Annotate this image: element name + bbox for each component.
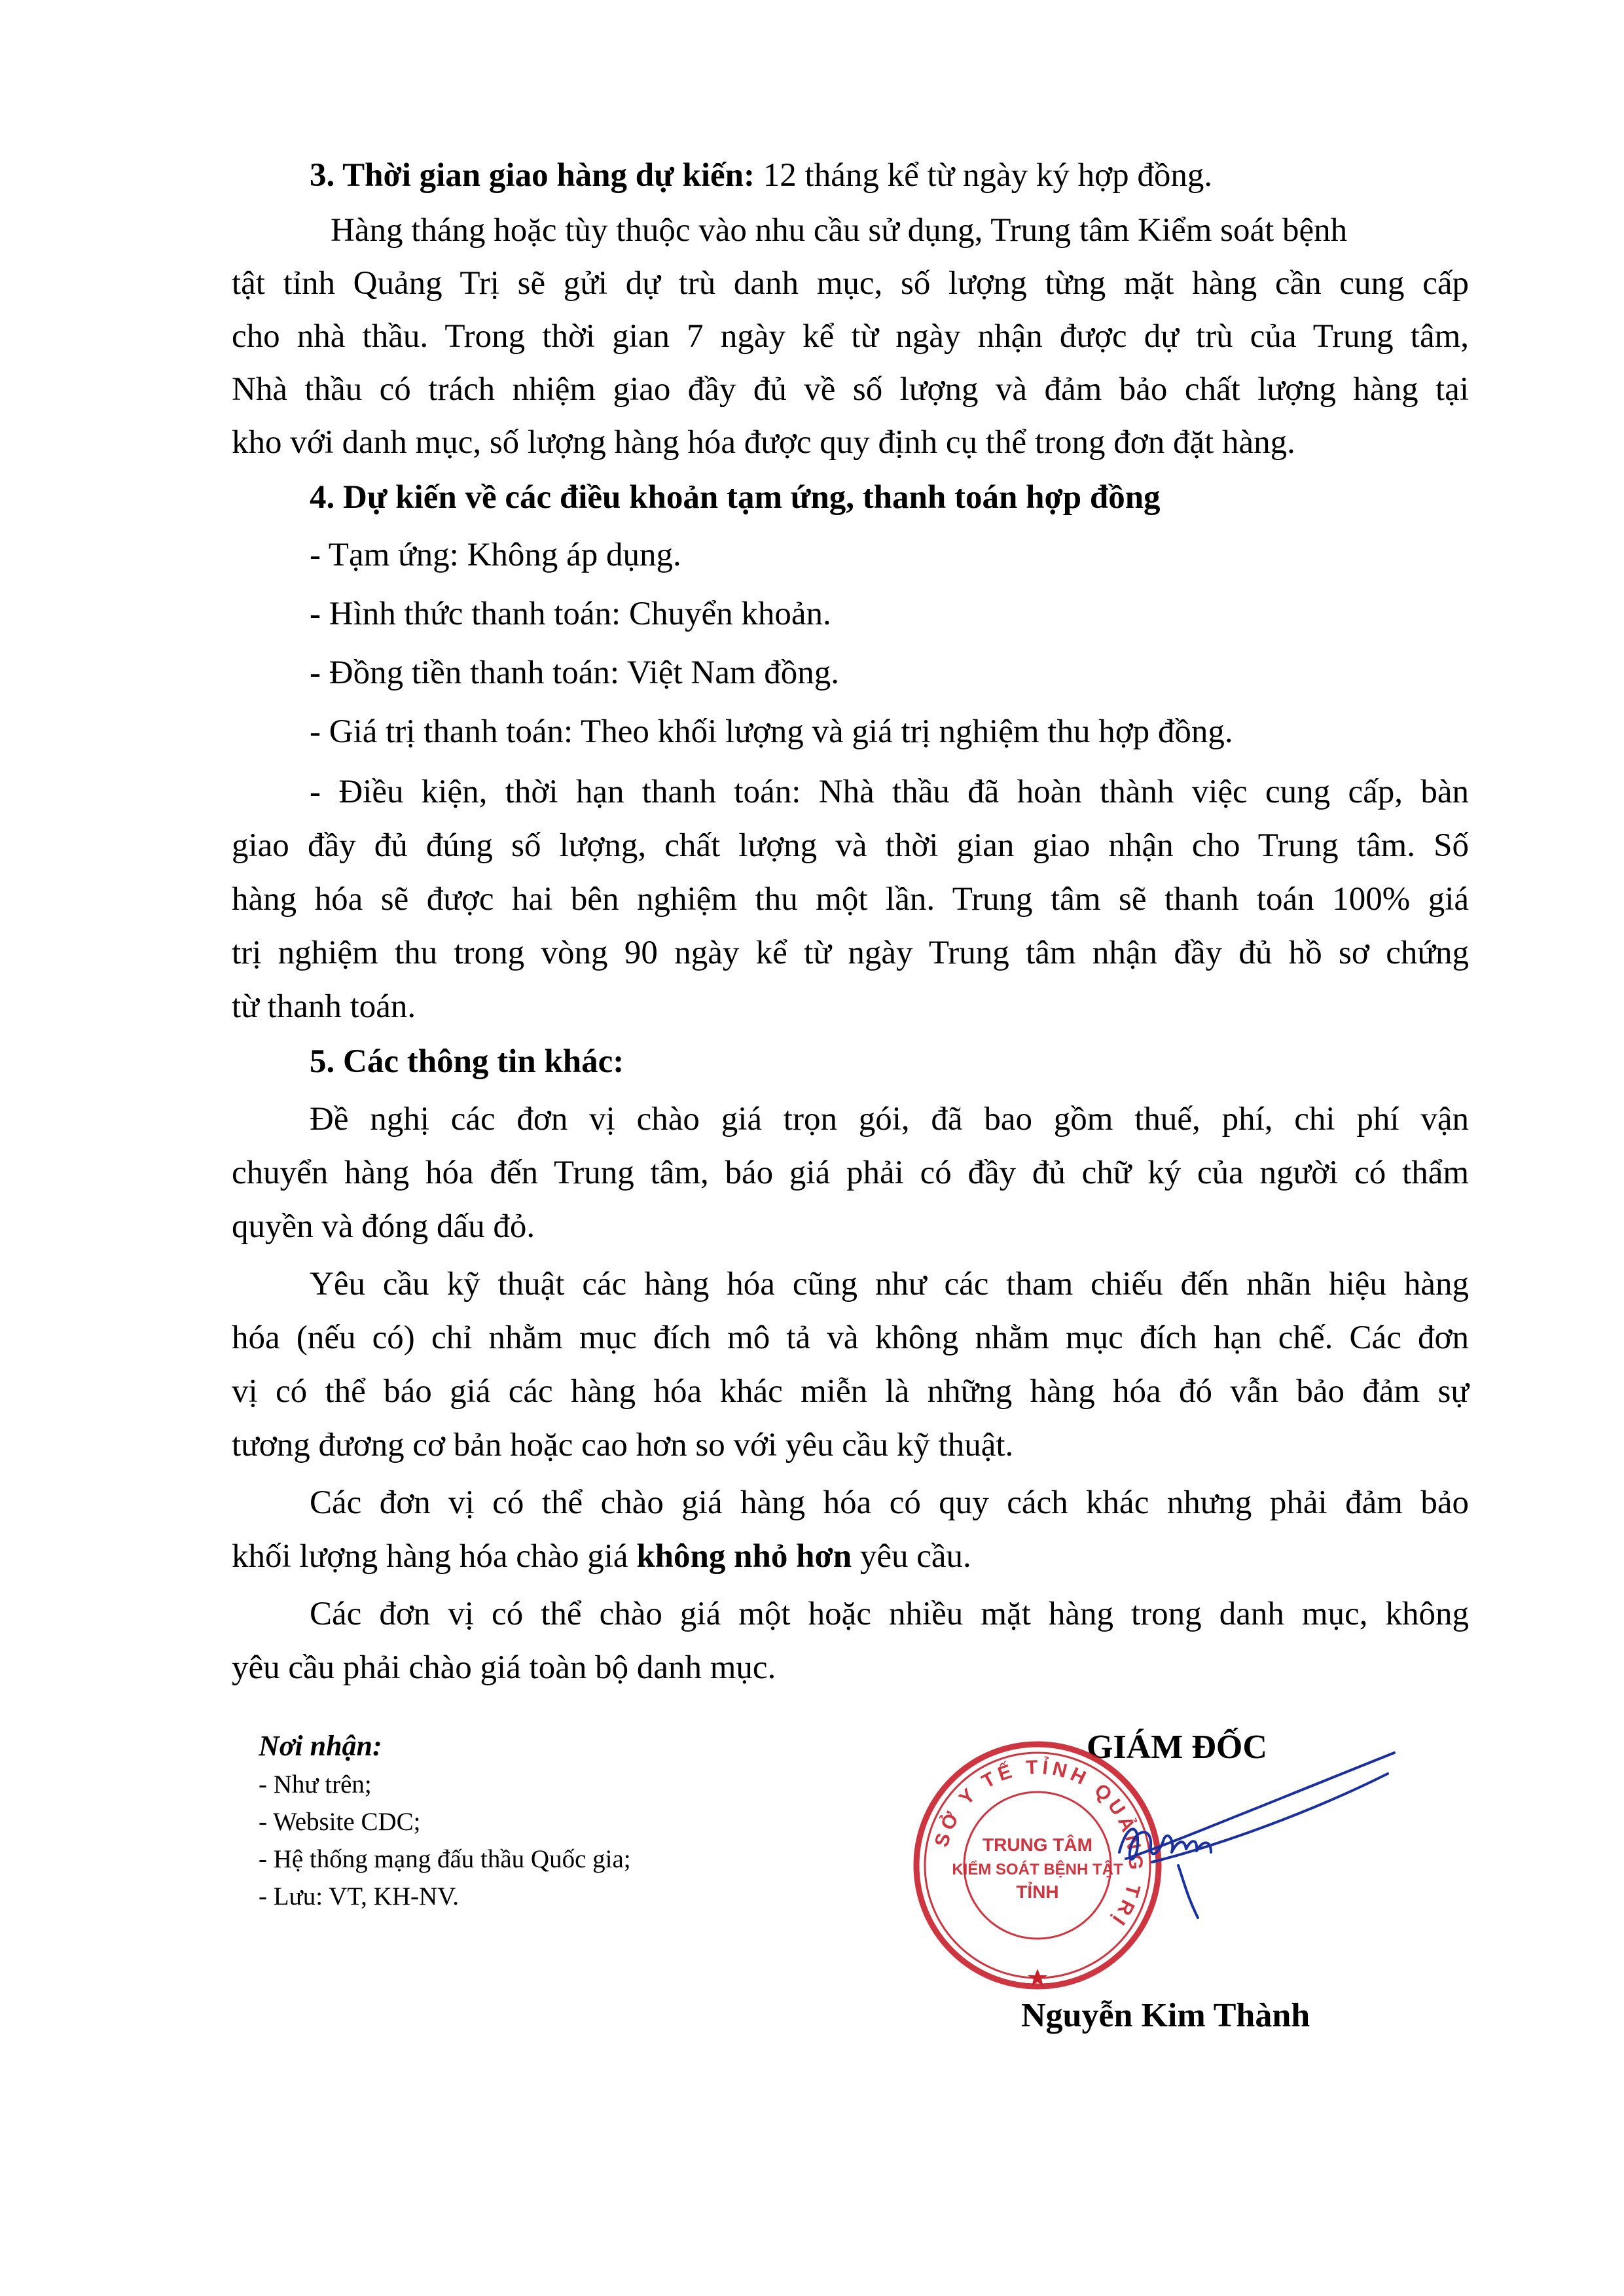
section-3-para-line: Nhà thầu có trách nhiệm giao đầy đủ về số lượng và đảm bảo chất lượng hàng tại bbox=[232, 371, 1469, 408]
section-5-heading: 5. Các thông tin khác: bbox=[310, 1043, 624, 1080]
section-4-item: - Tạm ứng: Không áp dụng. bbox=[310, 537, 681, 573]
section-3-heading: 3. Thời gian giao hàng dự kiến: bbox=[310, 157, 755, 194]
para-3-text-b: yêu cầu. bbox=[852, 1538, 971, 1575]
section-5-para-4-line: yêu cầu phải chào giá toàn bộ danh mục. bbox=[232, 1649, 776, 1686]
section-5-para-1-line: quyền và đóng dấu đỏ. bbox=[232, 1208, 535, 1245]
recipient-item: - Hệ thống mạng đấu thầu Quốc gia; bbox=[259, 1845, 631, 1873]
signer-title: GIÁM ĐỐC bbox=[1087, 1729, 1267, 1766]
section-3-para-line: Hàng tháng hoặc tùy thuộc vào nhu cầu sử dụng, Trung tâm Kiểm soát bệnh bbox=[331, 212, 1348, 249]
section-5-para-1-line: chuyển hàng hóa đến Trung tâm, báo giá phải có đầy đủ chữ ký của người có thẩm bbox=[232, 1155, 1469, 1191]
stamp-line-3: TỈNH bbox=[1016, 1882, 1059, 1902]
section-5-para-2-line: Yêu cầu kỹ thuật các hàng hóa cũng như các tham chiếu đến nhãn hiệu hàng bbox=[310, 1266, 1469, 1302]
section-4-item: - Giá trị thanh toán: Theo khối lượng và giá trị nghiệm thu hợp đồng. bbox=[310, 713, 1233, 750]
recipients-title: Nơi nhận: bbox=[259, 1730, 382, 1762]
stamp-line-2: KIỂM SOÁT BỆNH TẬT bbox=[952, 1861, 1123, 1878]
section-3-para-line: kho với danh mục, số lượng hàng hóa được quy định cụ thể trong đơn đặt hàng. bbox=[232, 424, 1295, 461]
section-4-heading: 4. Dự kiến về các điều khoản tạm ứng, thanh toán hợp đồng bbox=[310, 479, 1161, 516]
para-3-text-a: khối lượng hàng hóa chào giá bbox=[232, 1538, 637, 1575]
section-5-para-2-line: tương đương cơ bản hoặc cao hơn so với yêu cầu kỹ thuật. bbox=[232, 1427, 1014, 1463]
recipient-item: - Website CDC; bbox=[259, 1808, 421, 1836]
para-3-emphasis: không nhỏ hơn bbox=[636, 1538, 852, 1575]
signer-name: Nguyễn Kim Thành bbox=[1021, 1997, 1310, 2034]
section-5-para-2-line: hóa (nếu có) chỉ nhằm mục đích mô tả và không nhằm mục đích hạn chế. Các đơn bbox=[232, 1319, 1469, 1356]
section-4-conditions-line: từ thanh toán. bbox=[232, 988, 416, 1025]
section-4-item: - Đồng tiền thanh toán: Việt Nam đồng. bbox=[310, 655, 840, 691]
stamp-line-1: TRUNG TÂM bbox=[983, 1835, 1092, 1855]
recipient-item: - Như trên; bbox=[259, 1770, 372, 1799]
section-3-heading-rest: 12 tháng kể từ ngày ký hợp đồng. bbox=[755, 157, 1213, 194]
recipient-item: - Lưu: VT, KH-NV. bbox=[259, 1882, 460, 1910]
section-4-conditions-line: giao đầy đủ đúng số lượng, chất lượng và thời gian giao nhận cho Trung tâm. Số bbox=[232, 827, 1469, 864]
section-3-para-line: tật tỉnh Quảng Trị sẽ gửi dự trù danh mục, số lượng từng mặt hàng cần cung cấp bbox=[232, 265, 1469, 302]
section-5-para-1-line: Đề nghị các đơn vị chào giá trọn gói, đã bao gồm thuế, phí, chi phí vận bbox=[310, 1101, 1469, 1138]
section-5-para-3-line bbox=[232, 1537, 971, 1576]
section-3-heading-line bbox=[310, 156, 1212, 195]
handwritten-signature bbox=[1113, 1748, 1401, 1944]
section-5-para-2-line: vị có thể báo giá các hàng hóa khác miễn là những hàng hóa đó vẫn bảo đảm sự bbox=[232, 1373, 1469, 1410]
section-3-para-line: cho nhà thầu. Trong thời gian 7 ngày kể từ ngày nhận được dự trù của Trung tâm, bbox=[232, 318, 1469, 355]
stamp-ring-text: SỞ Y TẾ TỈNH QUẢNG TRỊ bbox=[930, 1756, 1147, 1932]
section-4-conditions-line: - Điều kiện, thời hạn thanh toán: Nhà thầu đã hoàn thành việc cung cấp, bàn bbox=[310, 774, 1469, 810]
section-5-para-3-line: Các đơn vị có thể chào giá hàng hóa có quy cách khác nhưng phải đảm bảo bbox=[310, 1484, 1469, 1521]
section-4-item: - Hình thức thanh toán: Chuyển khoản. bbox=[310, 596, 831, 632]
section-4-conditions-line: trị nghiệm thu trong vòng 90 ngày kể từ ngày Trung tâm nhận đầy đủ hồ sơ chứng bbox=[232, 935, 1469, 971]
recipients-block bbox=[259, 1727, 631, 1915]
section-4-conditions-line: hàng hóa sẽ được hai bên nghiệm thu một lần. Trung tâm sẽ thanh toán 100% giá bbox=[232, 881, 1469, 918]
section-5-para-4-line: Các đơn vị có thể chào giá một hoặc nhiều mặt hàng trong danh mục, không bbox=[310, 1596, 1469, 1632]
